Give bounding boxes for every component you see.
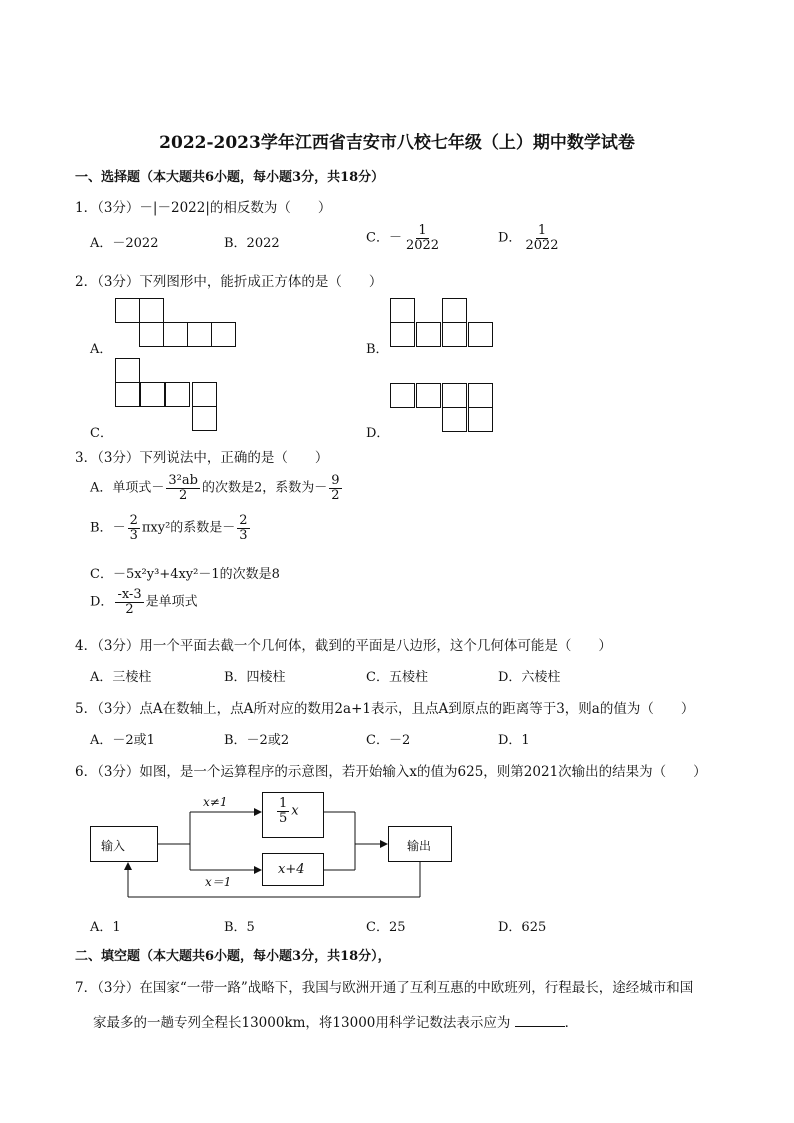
question-4-stem: 4．（3分）用一个平面去截一个几何体，截到的平面是八边形，这个几何体可能是（ ） (75, 638, 612, 654)
flow-condition-not-one: x≠1 (203, 795, 228, 809)
q1-option-d-numerator: 1 (537, 223, 547, 238)
q3-option-b-denominator-1: 3 (129, 527, 138, 543)
question-7-line-2-text: 家最多的一趟专列全程长13000km，将13000用科学记数法表示应为 (93, 1015, 511, 1031)
q6-option-c[interactable]: C．25 (366, 920, 406, 935)
section-heading-choice: 一、选择题（本大题共6小题，每小题3分，共18分） (75, 170, 385, 185)
q4-option-c[interactable]: C．五棱柱 (366, 670, 428, 685)
flow-box-divide-numerator: 1 (279, 796, 288, 811)
q3-option-b[interactable]: B．－ $\frac{2}{3}$ πxy²的系数是－ $\frac{2}{3}$ (90, 513, 248, 543)
q1-option-d-label: D． (498, 230, 522, 246)
question-1-stem: 1．（3分）－|－2022|的相反数为（ ） (75, 200, 332, 216)
q5-option-b[interactable]: B．－2或2 (224, 733, 290, 748)
q3-option-a-numerator-1: 3²ab (168, 473, 198, 488)
flow-box-divide-denominator: 5 (279, 810, 288, 826)
flow-box-divide (262, 792, 324, 838)
question-3-stem: 3．（3分）下列说法中，正确的是（ ） (75, 450, 329, 466)
q1-option-d-fraction (523, 224, 560, 252)
question-6-stem: 6．（3分）如图，是一个运算程序的示意图，若开始输入x的值为625，则第2021次输出的结果为（ ） (75, 764, 707, 780)
flow-input-box (90, 826, 158, 862)
q1-option-c[interactable] (366, 224, 443, 252)
question-7-line-2 (93, 1011, 578, 1031)
q3-option-b-fraction-1 (128, 514, 140, 542)
q4-option-b[interactable]: B．四棱柱 (224, 670, 286, 685)
q1-option-b[interactable]: B．2022 (224, 236, 280, 251)
flow-box-add-expr: x+4 (278, 862, 305, 877)
flow-output-box (388, 826, 452, 862)
q3-option-a[interactable] (90, 474, 344, 502)
question-7-line-1: 7．（3分）在国家“一带一路”战略下，我国与欧洲开通了互利互惠的中欧班列，行程最长，途经城市和国 (75, 980, 694, 996)
flow-box-divide-variable: x (291, 803, 299, 819)
q2-option-a[interactable]: A． (90, 342, 113, 357)
q5-option-c[interactable]: C．－2 (366, 733, 411, 748)
q6-option-d[interactable]: D．625 (498, 920, 547, 935)
question-5-stem: 5．（3分）点A在数轴上，点A所对应的数用2a+1表示，且点A到原点的距离等于3，则a的值为（ ） (75, 701, 695, 717)
q3-option-a-prefix: A．单项式－ (90, 480, 165, 496)
q1-option-c-denominator: 2022 (405, 237, 440, 253)
flow-condition-one: x＝1 (205, 875, 232, 889)
q5-option-d[interactable]: D．1 (498, 733, 530, 748)
q3-option-c[interactable]: C．－5x²y³+4xy²－1的次数是8 (90, 567, 280, 582)
q3-option-b-middle: πxy²的系数是－ (141, 520, 236, 536)
q3-option-b-fraction-2 (237, 514, 249, 542)
q3-option-b-numerator-2: 2 (239, 513, 248, 528)
q1-option-c-label: C．－ (366, 230, 402, 246)
flow-box-add (262, 853, 324, 886)
q3-option-a-numerator-2: 9 (331, 473, 340, 488)
q1-option-c-numerator: 1 (418, 223, 427, 238)
q2-option-d[interactable]: D． (366, 426, 390, 441)
q1-option-d[interactable] (498, 224, 563, 252)
q3-option-a-denominator-1: 2 (179, 487, 188, 503)
q2-option-c[interactable]: C． (90, 426, 113, 441)
q1-option-c-fraction (404, 224, 441, 252)
q3-option-a-denominator-2: 2 (331, 487, 340, 503)
q6-option-b[interactable]: B．5 (224, 920, 255, 935)
q3-option-d-prefix: D． (90, 594, 114, 610)
q1-option-a[interactable]: A．－2022 (90, 236, 159, 251)
q3-option-a-fraction-2 (329, 474, 341, 502)
q3-option-d-suffix: 是单项式 (145, 594, 198, 610)
q3-option-d[interactable] (90, 588, 198, 616)
q1-option-d-denominator: 2022 (525, 237, 559, 253)
question-2-stem: 2．（3分）下列图形中，能折成正方体的是（ ） (75, 274, 383, 290)
q3-option-a-middle: 的次数是2，系数为－ (201, 480, 328, 496)
q5-option-a[interactable]: A．－2或1 (90, 733, 155, 748)
flow-box-divide-expr (275, 797, 299, 825)
q3-option-d-numerator: -x-3 (117, 587, 142, 602)
flow-input-label: 输入 (101, 839, 126, 853)
q3-option-b-numerator-1: 2 (129, 513, 138, 528)
flow-output-label: 输出 (407, 839, 432, 853)
q7-answer-blank[interactable] (515, 1014, 565, 1027)
q4-option-a[interactable]: A．三棱柱 (90, 670, 152, 685)
q3-option-d-fraction (115, 588, 143, 616)
q2-option-b[interactable]: B． (366, 342, 389, 357)
q3-option-a-fraction-1 (166, 474, 200, 502)
q4-option-d[interactable]: D．六棱柱 (498, 670, 561, 685)
question-7-line-2-end: ． (564, 1015, 579, 1031)
page-title: 2022-2023学年江西省吉安市八校七年级（上）期中数学试卷 (159, 133, 635, 153)
q3-option-b-denominator-2: 3 (239, 527, 248, 543)
q3-option-d-denominator: 2 (125, 601, 134, 617)
q3-option-b-prefix: B． (90, 520, 113, 536)
q6-option-a[interactable]: A．1 (90, 920, 121, 935)
flow-box-divide-fraction (277, 797, 289, 825)
section-heading-fill: 二、填空题（本大题共6小题，每小题3分，共18分）， (75, 949, 391, 964)
